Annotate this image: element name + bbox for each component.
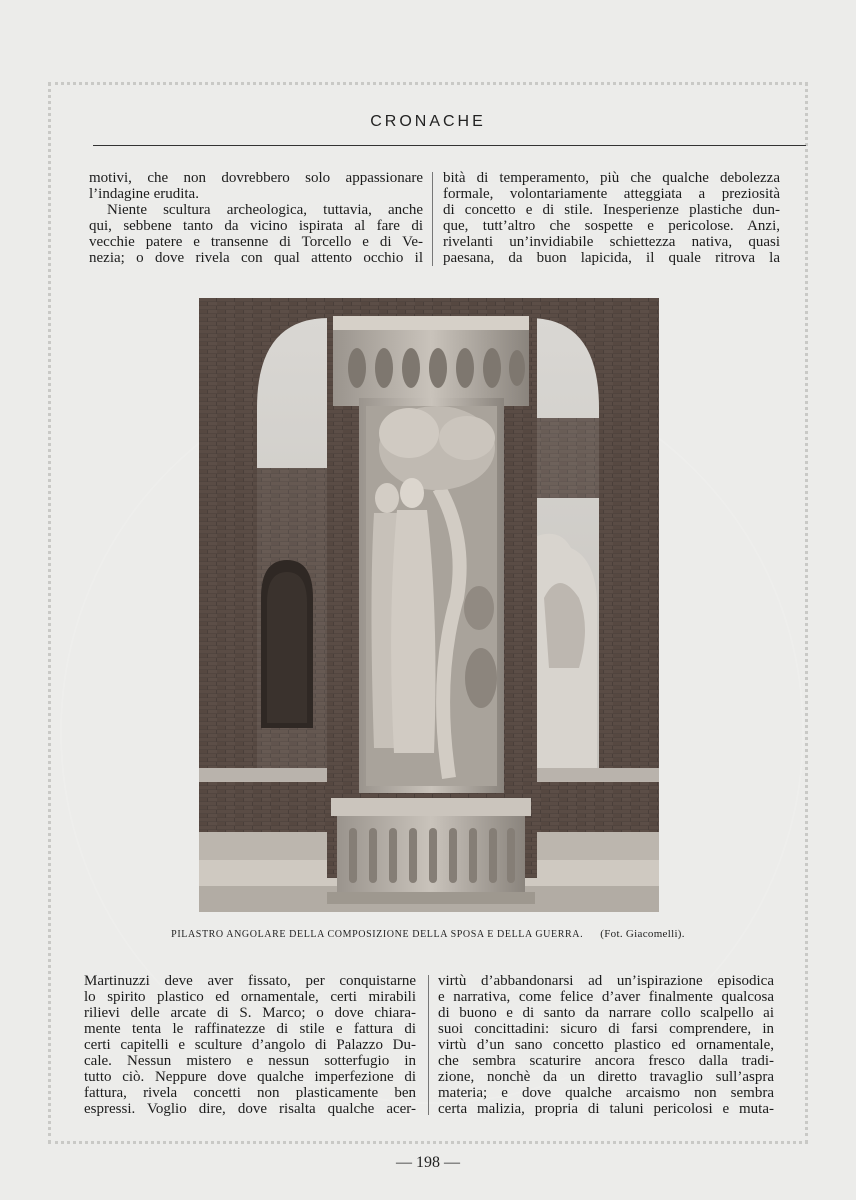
running-title: CRONACHE — [370, 113, 486, 130]
figure-caption — [0, 928, 856, 940]
text-line: l’indagine erudita. — [89, 186, 199, 202]
column-rule — [432, 172, 433, 266]
text-line: rivelanti un’invidiabile schiettezza nativa, quasi — [443, 234, 780, 250]
text-line: Niente scultura archeologica, tuttavia, anche — [107, 202, 423, 218]
text-line: materia; e dove qualche arcaismo non sembra — [438, 1085, 774, 1101]
text-line: mente tenta le raffinatezze di stile e fattura di — [84, 1021, 416, 1037]
text-line: qui, sebbene tanto da vicino ispirata al fare di — [89, 218, 423, 234]
photograph-sculpted-pillar — [199, 298, 659, 912]
text-line: virtù d’abbandonarsi ad un’ispirazione episodica — [438, 973, 774, 989]
photo-credit: (Fot. Giacomelli). — [600, 928, 685, 940]
page-number: — 198 — — [396, 1154, 460, 1171]
text-line: cale. Nessun mistero e nessun sotterfugio in — [84, 1053, 416, 1069]
text-line: que, tutt’altro che sospette e pericolose. Anzi, — [443, 218, 780, 234]
text-line: paesana, da buon lapicida, il quale ritrova la — [443, 250, 780, 266]
text-line: vecchie patere e transenne di Torcello e di Ve- — [89, 234, 423, 250]
text-line: motivi, che non dovrebbero solo appassionare — [89, 170, 423, 186]
top-left-column — [89, 170, 423, 266]
text-line: rilievi delle arcate di S. Marco; o dove chiara- — [84, 1005, 416, 1021]
bottom-left-column — [84, 973, 416, 1117]
top-right-column — [443, 170, 780, 266]
pillar-photo-illustration — [199, 298, 659, 912]
text-line: e narrativa, come felice d’aver finalmente qualcosa — [438, 989, 774, 1005]
column-rule — [428, 975, 429, 1115]
text-line: certi capitelli e sculture d’angolo di Palazzo Du- — [84, 1037, 416, 1053]
text-line: di concetto e di stile. Inesperienze plastiche dun- — [443, 202, 780, 218]
text-line: tutto ciò. Neppure dove qualche imperfezione di — [84, 1069, 416, 1085]
text-line: fattura, rivela concetti non plasticamente ben — [84, 1085, 416, 1101]
caption-text: PILASTRO ANGOLARE DELLA COMPOSIZIONE DELLA SPOSA E DELLA GUERRA. — [171, 929, 584, 940]
text-line: suoi concittadini: sicuro di farsi comprendere, in — [438, 1021, 774, 1037]
text-line: zione, nonchè da un diretto travaglio sull’aspra — [438, 1069, 774, 1085]
text-line: formale, volontariamente atteggiata a preziosità — [443, 186, 780, 202]
header-rule — [93, 145, 806, 146]
text-line: Martinuzzi deve aver fissato, per conquistarne — [84, 973, 416, 989]
text-line: che sembra scaturire ancora fresco dalla tradi- — [438, 1053, 774, 1069]
text-line: certa malizia, propria di taluni pericolosi e muta- — [438, 1101, 774, 1117]
text-line: di buono e di santo da narrare collo scalpello ai — [438, 1005, 774, 1021]
text-line: virtù d’un sano concetto plastico ed ornamentale, — [438, 1037, 774, 1053]
text-line: bità di temperamento, più che qualche debolezza — [443, 170, 780, 186]
text-line: espressi. Voglio dire, dove risalta qualche acer- — [84, 1101, 416, 1117]
text-line: lo spirito plastico ed ornamentale, certi mirabili — [84, 989, 416, 1005]
bottom-right-column — [438, 973, 774, 1117]
text-line: nezia; o dove rivela con qual attento occhio il — [89, 250, 423, 266]
